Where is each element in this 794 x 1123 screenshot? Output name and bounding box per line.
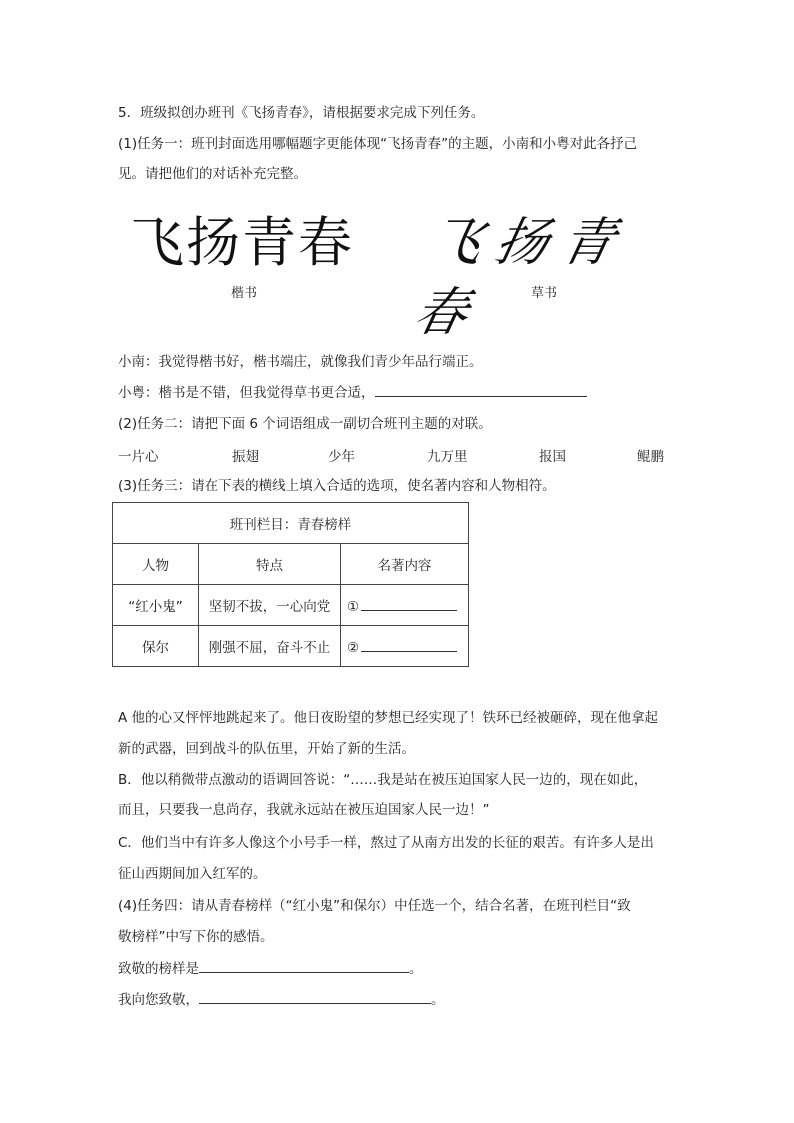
cell-person: “红小鬼”	[113, 585, 199, 626]
answer-blank-1[interactable]	[361, 596, 457, 611]
dialog-answer-blank[interactable]	[375, 382, 587, 397]
word-item: 九万里	[427, 449, 468, 465]
task4-line1: (4)任务四：请从青春榜样（“红小鬼”和保尔）中任选一个，结合名著，在班刊栏目“致	[118, 898, 631, 914]
fill2-prefix: 我向您致敬，	[118, 992, 199, 1008]
header-person: 人物	[113, 544, 199, 585]
cell-content	[341, 626, 469, 667]
cell-trait: 坚韧不拔，一心向党	[199, 585, 341, 626]
answer-marker: ②	[347, 639, 360, 656]
cell-content	[341, 585, 469, 626]
header-trait: 特点	[199, 544, 341, 585]
table-caption: 班刊栏目：青春榜样	[113, 503, 469, 544]
task1-line1: (1)任务一：班刊封面选用哪幅题字更能体现“飞扬青春”的主题，小南和小粤对此各抒己	[118, 136, 638, 152]
fill1-blank[interactable]	[199, 958, 409, 973]
fill1-prefix: 致敬的榜样是	[118, 961, 199, 977]
answer-blank-2[interactable]	[361, 637, 457, 652]
cell-trait: 刚强不屈，奋斗不止	[199, 626, 341, 667]
kaishu-calligraphy: 飞扬青春	[130, 211, 354, 274]
dialog-xiaoyue-text: 小粤：楷书是不错，但我觉得草书更合适，	[118, 385, 375, 401]
role-model-table	[112, 502, 469, 667]
table-row	[113, 626, 469, 667]
fill-salute	[118, 989, 445, 1010]
answer-marker: ①	[347, 598, 360, 615]
option-b-line1: B．他以稍微带点激动的语调回答说：“……我是站在被压迫国家人民一边的，现在如此，	[118, 772, 648, 788]
caoshu-label: 草书	[531, 286, 558, 301]
word-item: 报国	[539, 449, 566, 465]
word-item: 鲲鹏	[637, 449, 664, 465]
option-b-line2: 而且，只要我一息尚存，我就永远站在被压迫国家人民一边！”	[118, 802, 490, 818]
fill2-suffix: 。	[431, 992, 445, 1008]
word-item: 振翅	[232, 449, 259, 465]
word-item: 一片心	[118, 449, 159, 465]
task4-line2: 敬榜样”中写下你的感悟。	[118, 929, 274, 945]
caoshu-calligraphy: 飞扬青春	[408, 213, 635, 343]
fill1-suffix: 。	[409, 961, 423, 977]
option-a-line2: 新的武器，回到战斗的队伍里，开始了新的生活。	[118, 741, 415, 757]
cell-person: 保尔	[113, 626, 199, 667]
question-title: 5．班级拟创办班刊《飞扬青春》，请根据要求完成下列任务。	[118, 105, 485, 121]
fill2-blank[interactable]	[199, 989, 431, 1004]
dialog-xiaoyue	[118, 382, 587, 403]
word-list	[118, 445, 678, 465]
task2-text: (2)任务二：请把下面 6 个词语组成一副切合班刊主题的对联。	[118, 416, 492, 432]
kaishu-label: 楷书	[231, 286, 258, 301]
fill-role-model	[118, 958, 423, 979]
table-caption-row	[113, 503, 469, 544]
table-row	[113, 585, 469, 626]
dialog-xiaonan: 小南：我觉得楷书好，楷书端庄，就像我们青少年品行端正。	[118, 354, 483, 370]
option-c-line2: 征山西期间加入红军的。	[118, 866, 267, 882]
task1-line2: 见。请把他们的对话补充完整。	[118, 166, 307, 182]
option-c-line1: C．他们当中有许多人像这个小号手一样，熬过了从南方出发的长征的艰苦。有许多人是出	[118, 835, 654, 851]
task3-text: (3)任务三：请在下表的横线上填入合适的选项，使名著内容和人物相符。	[118, 478, 556, 494]
header-content: 名著内容	[341, 544, 469, 585]
word-item: 少年	[328, 449, 355, 465]
option-a-line1: A 他的心又怦怦地跳起来了。他日夜盼望的梦想已经实现了！铁环已经被砸碎，现在他拿起	[118, 710, 659, 726]
table-header-row	[113, 544, 469, 585]
